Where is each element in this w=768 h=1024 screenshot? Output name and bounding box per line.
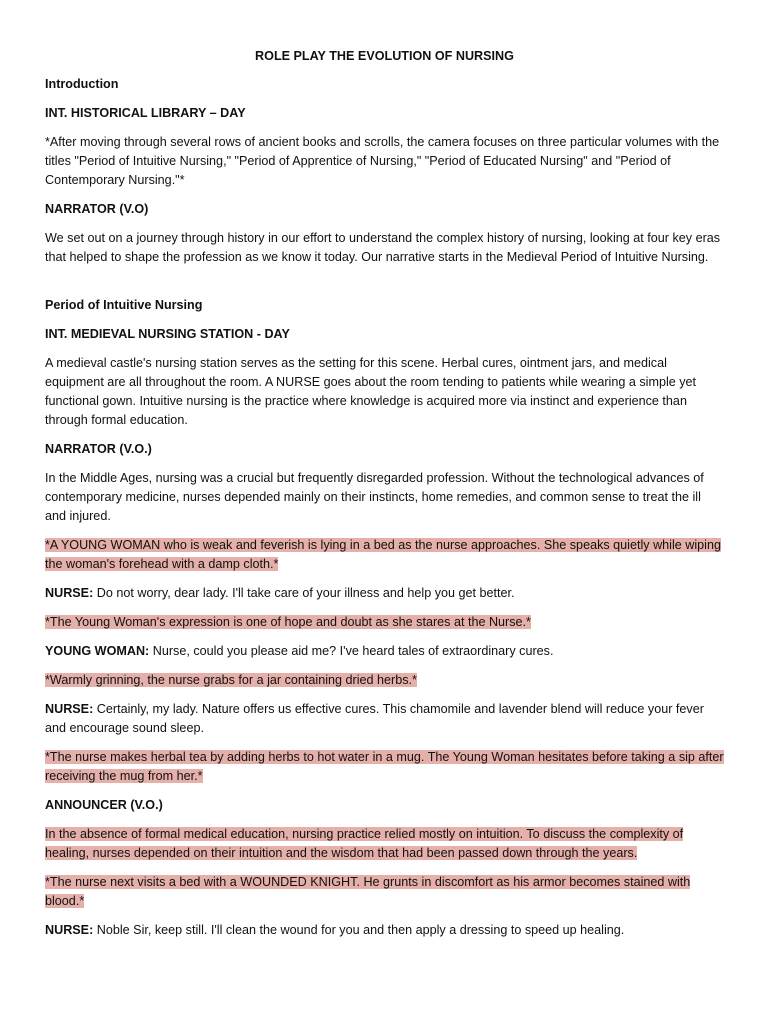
narrator-label-2: NARRATOR (V.O.) — [45, 442, 152, 456]
highlighted-action-tea — [45, 748, 724, 786]
narrator-label-1: NARRATOR (V.O) — [45, 202, 149, 216]
scene-action-medieval: A medieval castle's nursing station serves as the setting for this scene. Herbal cures, ointment jars, and medical equipment are all throughout the room. A NURSE goes about the room tending to patients while wearing a simple yet functional gown. Intuitive nursing is the practice where knowledge is acquired more via instinct and experience than through formal education. — [45, 356, 697, 427]
document-title: ROLE PLAY THE EVOLUTION OF NURSING — [255, 49, 514, 63]
highlighted-action-knight — [45, 873, 724, 911]
dialogue-line: Certainly, my lady. Nature offers us effective cures. This chamomile and lavender blend will reduce your fever and encourage sound sleep. — [45, 702, 704, 735]
highlight-span: In the absence of formal medical education, nursing practice relied mostly on intuition. To discuss the complexity of healing, nurses depended on their intuition and the wisdom that had been passed down through the years. — [45, 827, 684, 860]
speaker-nurse: NURSE: — [45, 702, 94, 716]
scene-heading-library: INT. HISTORICAL LIBRARY – DAY — [45, 106, 246, 120]
highlight-span: *A YOUNG WOMAN who is weak and feverish is lying in a bed as the nurse approaches. She speaks quietly while wiping the woman's forehead with a damp cloth.* — [45, 538, 721, 571]
highlight-span: *The nurse makes herbal tea by adding herbs to hot water in a mug. The Young Woman hesitates before taking a sip after receiving the mug from her.* — [45, 750, 724, 783]
dialogue-line: Noble Sir, keep still. I'll clean the wound for you and then apply a dressing to speed up healing. — [93, 923, 625, 937]
speaker-nurse: NURSE: — [45, 586, 94, 600]
dialogue-nurse-2 — [45, 700, 724, 738]
intro-heading: Introduction — [45, 77, 119, 91]
highlighted-action-expression — [45, 613, 724, 632]
scene-heading-medieval: INT. MEDIEVAL NURSING STATION - DAY — [45, 327, 290, 341]
dialogue-nurse-3 — [45, 921, 724, 940]
speaker-young-woman: YOUNG WOMAN: — [45, 644, 150, 658]
highlighted-action-herbs — [45, 671, 724, 690]
highlight-span: *The nurse next visits a bed with a WOUNDED KNIGHT. He grunts in discomfort as his armor becomes stained with blood.* — [45, 875, 691, 908]
announcer-label: ANNOUNCER (V.O.) — [45, 798, 163, 812]
highlighted-announcer-text — [45, 825, 724, 863]
narrator-text-1: We set out on a journey through history in our effort to understand the complex history of nursing, looking at four key eras that helped to shape the profession as we know it today. Our narrative starts in the Medieval Period of Intuitive Nursing. — [45, 231, 721, 264]
speaker-nurse: NURSE: — [45, 923, 94, 937]
period-heading: Period of Intuitive Nursing — [45, 298, 203, 312]
highlight-span: *Warmly grinning, the nurse grabs for a jar containing dried herbs.* — [45, 673, 417, 687]
dialogue-young-woman — [45, 642, 724, 661]
scene-action-library: *After moving through several rows of ancient books and scrolls, the camera focuses on three particular volumes with the titles "Period of Intuitive Nursing," "Period of Apprentice of Nursing," "Period of Educated Nursing" and "Period of Contemporary Nursing."* — [45, 135, 720, 187]
narrator-text-2: In the Middle Ages, nursing was a crucial but frequently disregarded profession. Without the technological advances of contemporary medicine, nurses depended mainly on their instincts, home remedies, and common sense to treat the ill and injured. — [45, 471, 704, 523]
dialogue-nurse-1 — [45, 584, 724, 603]
highlight-span: *The Young Woman's expression is one of hope and doubt as she stares at the Nurse.* — [45, 615, 531, 629]
dialogue-line: Do not worry, dear lady. I'll take care of your illness and help you get better. — [93, 586, 515, 600]
highlighted-action-young-woman — [45, 536, 724, 574]
dialogue-line: Nurse, could you please aid me? I've heard tales of extraordinary cures. — [149, 644, 554, 658]
